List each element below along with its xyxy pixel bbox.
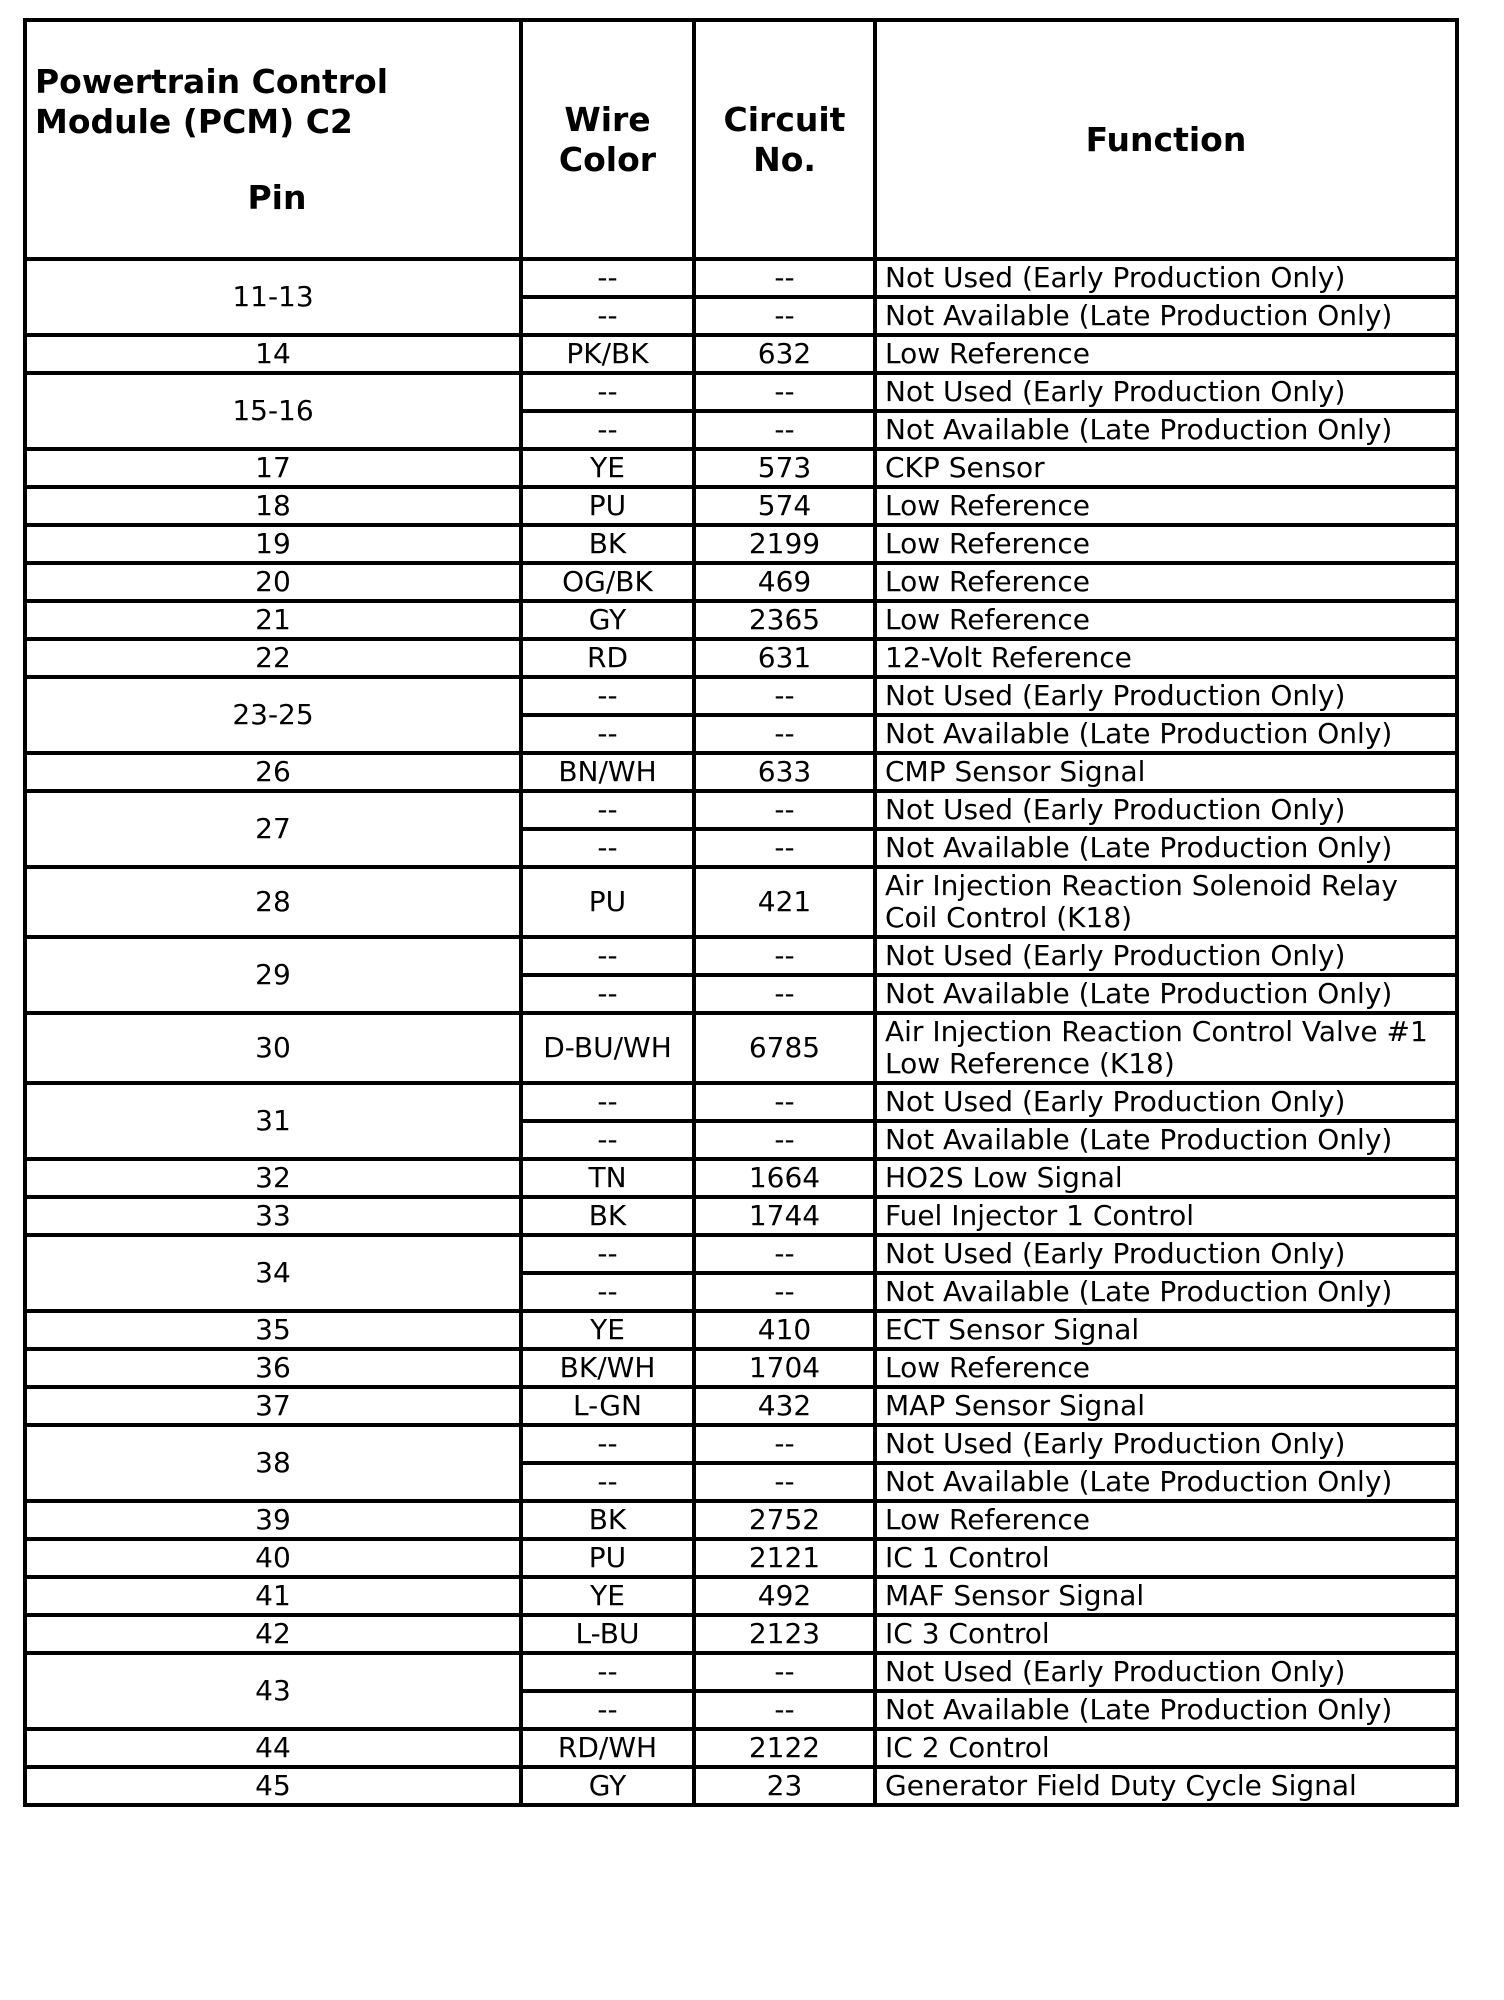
wire-color-cell: L-GN [521,1387,694,1425]
wire-color-cell: YE [521,449,694,487]
wire-color-cell: D-BU/WH [521,1013,694,1083]
pin-cell: 37 [25,1387,521,1425]
wire-color-cell: PK/BK [521,335,694,373]
function-cell: Not Available (Late Production Only) [875,297,1457,335]
wire-color-cell: -- [521,1235,694,1273]
function-cell: Not Available (Late Production Only) [875,715,1457,753]
function-cell: Not Available (Late Production Only) [875,1691,1457,1729]
pin-cell: 34 [25,1235,521,1311]
wire-color-cell: -- [521,975,694,1013]
wire-color-cell: OG/BK [521,563,694,601]
wire-color-cell: BK/WH [521,1349,694,1387]
table-row [25,1159,1457,1197]
pin-cell: 18 [25,487,521,525]
table-row [25,1729,1457,1767]
table-row [25,1539,1457,1577]
table-row [25,677,1457,715]
function-cell: Air Injection Reaction Control Valve #1 Low Reference (K18) [875,1013,1457,1083]
function-cell: MAF Sensor Signal [875,1577,1457,1615]
wire-color-cell: -- [521,791,694,829]
table-row [25,487,1457,525]
circuit-no-cell: -- [694,411,875,449]
function-cell: Not Available (Late Production Only) [875,829,1457,867]
table-row [25,1013,1457,1083]
circuit-no-cell: -- [694,975,875,1013]
wire-color-cell: YE [521,1577,694,1615]
wire-color-cell: -- [521,1463,694,1501]
function-cell: Not Used (Early Production Only) [875,1425,1457,1463]
pin-cell: 32 [25,1159,521,1197]
header-pin-title: Powertrain Control Module (PCM) C2 [35,61,389,141]
table-row [25,1083,1457,1121]
pin-cell: 33 [25,1197,521,1235]
function-cell: IC 3 Control [875,1615,1457,1653]
table-row [25,753,1457,791]
wire-color-cell: BK [521,1501,694,1539]
table-row [25,867,1457,937]
function-cell: Not Used (Early Production Only) [875,1653,1457,1691]
wire-color-cell: -- [521,373,694,411]
table-row [25,1615,1457,1653]
table-row [25,563,1457,601]
function-cell: ECT Sensor Signal [875,1311,1457,1349]
function-cell: Low Reference [875,487,1457,525]
pin-cell: 26 [25,753,521,791]
pin-cell: 27 [25,791,521,867]
wire-color-cell: PU [521,487,694,525]
function-cell: CMP Sensor Signal [875,753,1457,791]
circuit-no-cell: -- [694,1425,875,1463]
table-row [25,449,1457,487]
table-row [25,1349,1457,1387]
circuit-no-cell: 633 [694,753,875,791]
function-cell: Low Reference [875,1501,1457,1539]
wire-color-cell: -- [521,1425,694,1463]
circuit-no-cell: 6785 [694,1013,875,1083]
wire-color-cell: BK [521,1197,694,1235]
table-row [25,335,1457,373]
pin-cell: 11-13 [25,259,521,335]
circuit-no-cell: -- [694,677,875,715]
pin-cell: 23-25 [25,677,521,753]
pin-cell: 17 [25,449,521,487]
wire-color-cell: -- [521,1691,694,1729]
pin-cell: 40 [25,1539,521,1577]
table-row [25,373,1457,411]
pcm-c2-pinout-table [23,18,1459,1807]
header-circuit-no: Circuit No. [694,20,875,259]
pin-cell: 45 [25,1767,521,1805]
function-cell: IC 2 Control [875,1729,1457,1767]
function-cell: Not Available (Late Production Only) [875,1463,1457,1501]
circuit-no-cell: -- [694,1463,875,1501]
function-cell: CKP Sensor [875,449,1457,487]
function-cell: Generator Field Duty Cycle Signal [875,1767,1457,1805]
pin-cell: 21 [25,601,521,639]
wire-color-cell: RD/WH [521,1729,694,1767]
circuit-no-cell: 2123 [694,1615,875,1653]
function-cell: 12-Volt Reference [875,639,1457,677]
function-cell: Not Available (Late Production Only) [875,411,1457,449]
circuit-no-cell: 2122 [694,1729,875,1767]
wire-color-cell: -- [521,677,694,715]
table-row [25,1653,1457,1691]
header-wire-color: Wire Color [521,20,694,259]
pin-cell: 15-16 [25,373,521,449]
pin-cell: 19 [25,525,521,563]
function-cell: Not Used (Early Production Only) [875,791,1457,829]
wire-color-cell: TN [521,1159,694,1197]
circuit-no-cell: 574 [694,487,875,525]
header-pin-label: Pin [247,177,307,217]
circuit-no-cell: 1704 [694,1349,875,1387]
pin-cell: 41 [25,1577,521,1615]
pin-cell: 39 [25,1501,521,1539]
circuit-no-cell: 2199 [694,525,875,563]
table-row [25,1501,1457,1539]
function-cell: Not Used (Early Production Only) [875,373,1457,411]
circuit-no-cell: -- [694,297,875,335]
circuit-no-cell: 1664 [694,1159,875,1197]
table-row [25,1311,1457,1349]
wire-color-cell: L-BU [521,1615,694,1653]
wire-color-cell: -- [521,937,694,975]
wire-color-cell: YE [521,1311,694,1349]
pin-cell: 30 [25,1013,521,1083]
function-cell: Low Reference [875,525,1457,563]
function-cell: MAP Sensor Signal [875,1387,1457,1425]
wire-color-cell: GY [521,1767,694,1805]
pin-cell: 43 [25,1653,521,1729]
circuit-no-cell: -- [694,1083,875,1121]
table-row [25,259,1457,297]
circuit-no-cell: -- [694,937,875,975]
wire-color-cell: PU [521,867,694,937]
circuit-no-cell: -- [694,373,875,411]
table-header [25,20,1457,259]
wire-color-cell: BK [521,525,694,563]
table-row [25,1425,1457,1463]
wire-color-cell: -- [521,1653,694,1691]
circuit-no-cell: 421 [694,867,875,937]
function-cell: Low Reference [875,563,1457,601]
pin-cell: 22 [25,639,521,677]
pin-cell: 42 [25,1615,521,1653]
table-row [25,1387,1457,1425]
wire-color-cell: -- [521,297,694,335]
table-row [25,525,1457,563]
circuit-no-cell: 432 [694,1387,875,1425]
header-row [25,20,1457,259]
circuit-no-cell: 469 [694,563,875,601]
wire-color-cell: GY [521,601,694,639]
function-cell: HO2S Low Signal [875,1159,1457,1197]
circuit-no-cell: -- [694,1121,875,1159]
wire-color-cell: -- [521,1273,694,1311]
pin-cell: 35 [25,1311,521,1349]
function-cell: Not Used (Early Production Only) [875,1083,1457,1121]
table-row [25,1767,1457,1805]
circuit-no-cell: 492 [694,1577,875,1615]
circuit-no-cell: 573 [694,449,875,487]
pin-cell: 28 [25,867,521,937]
function-cell: Air Injection Reaction Solenoid Relay Coil Control (K18) [875,867,1457,937]
function-cell: Low Reference [875,335,1457,373]
wire-color-cell: -- [521,1121,694,1159]
circuit-no-cell: 631 [694,639,875,677]
circuit-no-cell: 2121 [694,1539,875,1577]
function-cell: Not Available (Late Production Only) [875,1121,1457,1159]
pin-cell: 44 [25,1729,521,1767]
function-cell: IC 1 Control [875,1539,1457,1577]
circuit-no-cell: -- [694,1691,875,1729]
circuit-no-cell: 23 [694,1767,875,1805]
header-function: Function [875,20,1457,259]
wire-color-cell: -- [521,715,694,753]
wire-color-cell: -- [521,1083,694,1121]
table-row [25,601,1457,639]
circuit-no-cell: -- [694,829,875,867]
function-cell: Not Used (Early Production Only) [875,259,1457,297]
table-row [25,1577,1457,1615]
table-row [25,1197,1457,1235]
circuit-no-cell: -- [694,715,875,753]
function-cell: Not Used (Early Production Only) [875,937,1457,975]
pin-cell: 31 [25,1083,521,1159]
circuit-no-cell: 632 [694,335,875,373]
pin-cell: 38 [25,1425,521,1501]
pin-cell: 20 [25,563,521,601]
function-cell: Not Used (Early Production Only) [875,1235,1457,1273]
pin-cell: 29 [25,937,521,1013]
function-cell: Not Used (Early Production Only) [875,677,1457,715]
table-row [25,791,1457,829]
table-row [25,1235,1457,1273]
function-cell: Low Reference [875,1349,1457,1387]
wire-color-cell: RD [521,639,694,677]
wire-color-cell: PU [521,1539,694,1577]
pin-cell: 14 [25,335,521,373]
wire-color-cell: -- [521,829,694,867]
wire-color-cell: -- [521,411,694,449]
function-cell: Fuel Injector 1 Control [875,1197,1457,1235]
function-cell: Low Reference [875,601,1457,639]
circuit-no-cell: -- [694,791,875,829]
function-cell: Not Available (Late Production Only) [875,1273,1457,1311]
circuit-no-cell: 2365 [694,601,875,639]
circuit-no-cell: -- [694,1273,875,1311]
wire-color-cell: -- [521,259,694,297]
table-row [25,937,1457,975]
header-pin [25,20,521,259]
wire-color-cell: BN/WH [521,753,694,791]
circuit-no-cell: -- [694,1653,875,1691]
table-body [25,259,1457,1805]
circuit-no-cell: -- [694,1235,875,1273]
circuit-no-cell: -- [694,259,875,297]
circuit-no-cell: 1744 [694,1197,875,1235]
pin-cell: 36 [25,1349,521,1387]
circuit-no-cell: 2752 [694,1501,875,1539]
circuit-no-cell: 410 [694,1311,875,1349]
table-row [25,639,1457,677]
function-cell: Not Available (Late Production Only) [875,975,1457,1013]
